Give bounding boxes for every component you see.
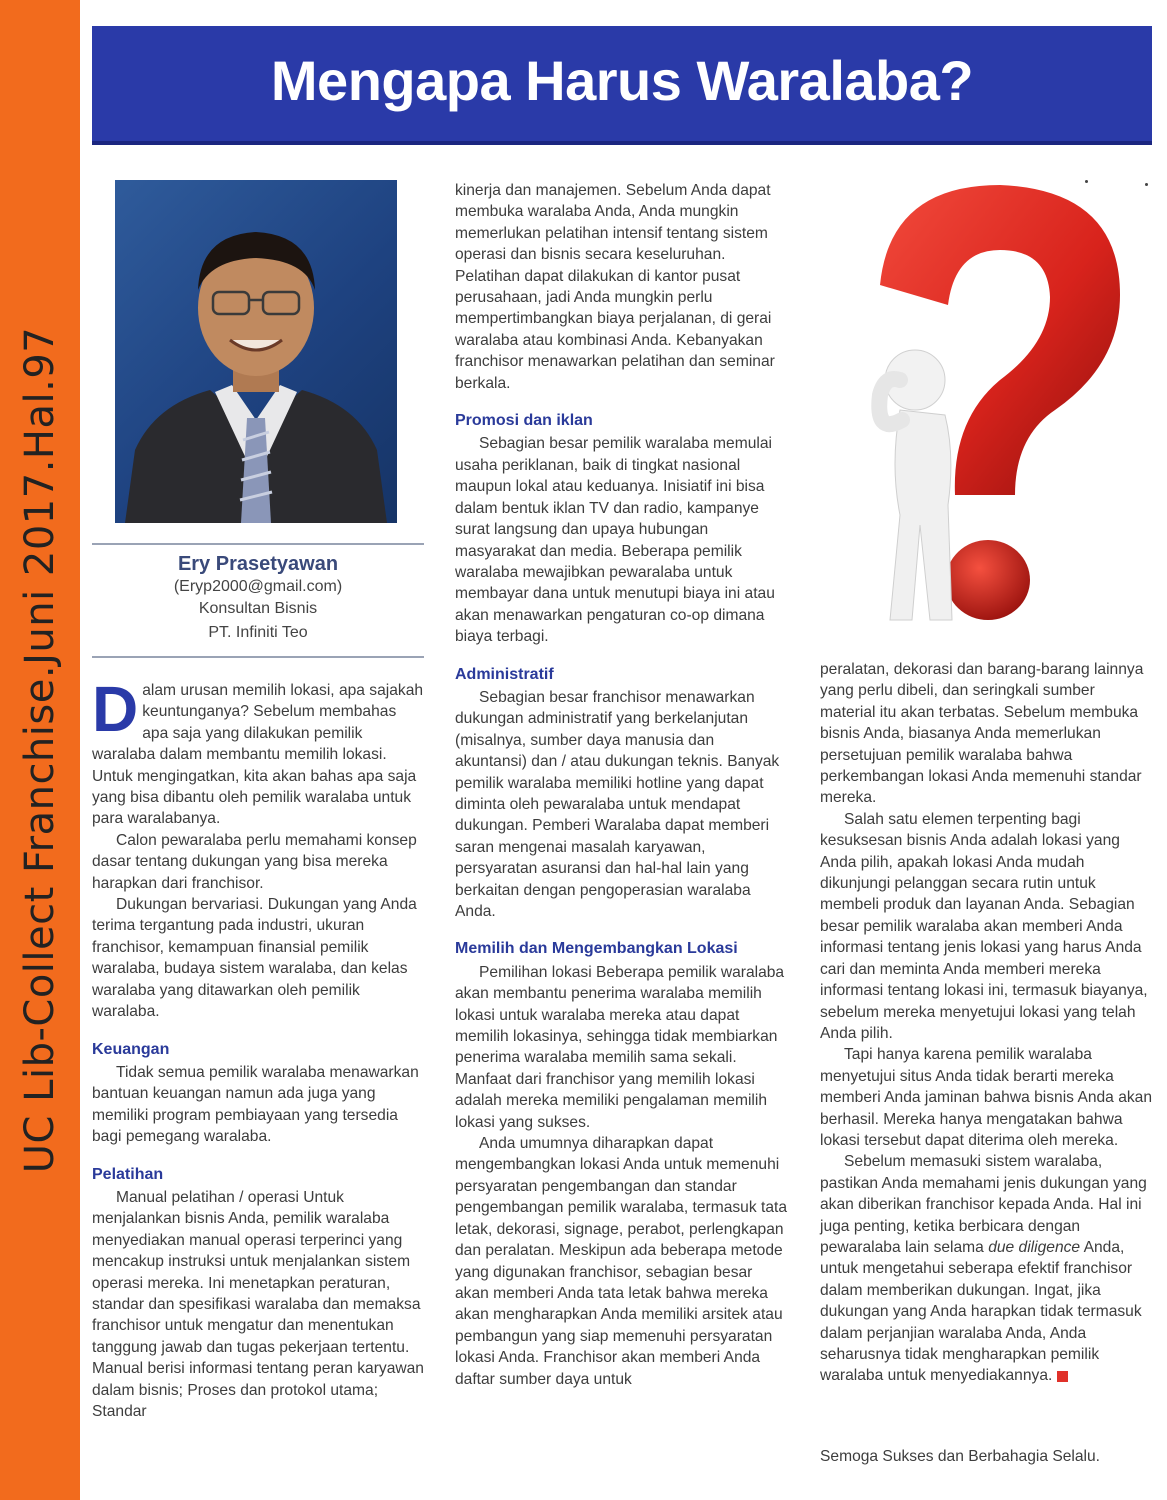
drop-cap: D xyxy=(92,673,139,745)
paragraph: Manual pelatihan / operasi Untuk menjalankan bisnis Anda, pemilik waralaba menyediakan manual operasi terperinci yang mencakup instruksi untuk menjalankan sistem operasi mereka. Ini menetapkan peraturan, standar dan spesifikasi waralaba dan memaksa franchisor untuk mengatur dan menentukan tanggung jawab dan tugas pekerjaan tertentu. Manual berisi informasi tentang peran karyawan dalam bisnis; Proses dan protokol utama; Standar xyxy=(92,1188,424,1420)
intro-paragraph: Dalam urusan memilih lokasi, apa sajakah keuntunganya? Sebelum membahas apa saja yang dilakukan pemilik waralaba dalam membantu memilih lokasi. Untuk mengingatkan, kita akan bahas apa saja yang bisa dibantu oleh pemilik waralaba untuk para waralabanya. xyxy=(92,673,424,828)
section-heading-pelatihan: Pelatihan xyxy=(92,1165,164,1183)
section-heading-keuangan: Keuangan xyxy=(92,1040,170,1058)
column-3 xyxy=(820,659,1154,1387)
paragraph: Tapi hanya karena pemilik waralaba menyetujui situs Anda tidak berarti mereka memberi Anda jaminan bahwa bisnis Anda akan berhasil. Mereka hanya mengatakan bahwa lokasi tersebut dapat diterima oleh mereka. xyxy=(820,1046,1153,1149)
speck xyxy=(1145,183,1148,186)
paragraph: Salah satu elemen terpenting bagi kesuksesan bisnis Anda adalah lokasi yang Anda pilih, apakah lokasi Anda mudah dikunjungi pelanggan secara rutin untuk membeli produk dan layanan Anda. Sebagian besar pemilik waralaba akan memberi Anda informasi tentang jenis lokasi yang harus Anda cari dan meminta Anda memberi mereka informasi tentang lokasi ini, termasuk biayanya, sebelum mereka menyetujui lokasi yang telah Anda pilih. xyxy=(820,810,1148,1042)
paragraph: Anda umumnya diharapkan dapat mengembangkan lokasi Anda untuk memenuhi persyaratan pengembangan dan standar pengembangan pemilik waralaba, termasuk tata letak, dekorasi, signage, perabot, perlengkapan dan peralatan. Meskipun ada beberapa metode yang digunakan franchisor, sebagian besar akan memberi Anda tata letak bahwa mereka akan mengharapkan Anda memiliki arsitek atau pembangun yang siap memenuhi persyaratan lokasi Anda. Franchisor akan memberi Anda daftar sumber daya untuk xyxy=(455,1135,787,1388)
column-2 xyxy=(455,180,787,1390)
author-name: Ery Prasetyawan xyxy=(177,553,339,575)
paragraph: Sebagian besar pemilik waralaba memulai usaha periklanan, baik di tingkat nasional maupun lokal atau keduanya. Inisiatif ini bisa dalam bentuk iklan TV dan radio, kampanye surat langsung dan upaya hubungan masyarakat dan media. Beberapa pemilik waralaba mewajibkan pewaralaba untuk membayar dana untuk menutupi biaya ini atau akan menawarkan pengaturan co-op dimana biaya terbagi. xyxy=(455,435,775,646)
title-banner xyxy=(92,26,1152,145)
page-title: Mengapa Harus Waralaba? xyxy=(270,49,974,112)
author-email: (Eryp2000@gmail.com) xyxy=(173,578,343,595)
paragraph: Calon pewaralaba perlu memahami konsep dasar tentang dukungan yang bisa mereka harapkan dari franchisor. xyxy=(92,831,417,892)
emphasis-text: due diligence xyxy=(988,1238,1081,1256)
column-1 xyxy=(92,673,426,1422)
end-of-article-icon xyxy=(1057,1371,1068,1382)
paragraph: Tidak semua pemilik waralaba menawarkan bantuan keuangan namun ada juga yang memiliki program pembiayaan yang tersedia bagi pemegang waralaba. xyxy=(92,1063,419,1146)
paragraph: kinerja dan manajemen. Sebelum Anda dapat membuka waralaba Anda, Anda mungkin memerlukan pelatihan intensif tentang sistem operasi dan bisnis secara keseluruhan. Pelatihan dapat dilakukan di kantor pusat perusahaan, jadi Anda mungkin perlu mempertimbangkan biaya perjalanan, di gerai waralaba atau kombinasi Anda. Kebanyakan franchisor menawarkan pelatihan dan seminar berkala. xyxy=(455,182,775,392)
paragraph: peralatan, dekorasi dan barang-barang lainnya yang perlu dibeli, dan seringkali sumber material itu akan terbatas. Sebelum membuka bisnis Anda, biasanya Anda memerlukan persetujuan pemilik waralaba bahwa perkembangan lokasi Anda memenuhi standar mereka. xyxy=(820,661,1144,807)
author-role: Konsultan Bisnis xyxy=(198,600,318,617)
question-mark-illustration xyxy=(820,165,1150,635)
paragraph: Dukungan bervariasi. Dukungan yang Anda terima tergantung pada industri, ukuran franchisor, kemampuan finansial pemilik waralaba, budaya sistem waralaba, dan kelas waralaba yang ditawarkan oleh pemilik waralaba. xyxy=(92,896,417,1021)
paragraph: Sebelum memasuki sistem waralaba, pastikan Anda memahami jenis dukungan yang akan diberikan franchisor kepada Anda. Hal ini juga penting, ketika berbicara dengan pewaralaba lain selama due diligence Anda, untuk mengetahui seberapa efektif franchisor dalam memberikan dukungan. Ingat, jika dukungan yang Anda harapkan tidak termasuk dalam perjanjian waralaba Anda, Anda seharusnya tidak mengharapkan pemilik waralaba untuk menyediakannya. xyxy=(820,1153,1147,1385)
author-rule-top xyxy=(92,543,424,545)
paragraph: Sebagian besar franchisor menawarkan dukungan administratif yang berkelanjutan (misalnya, sumber daya manusia dan akuntansi) dan / atau dukungan teknis. Banyak pemilik waralaba memiliki hotline yang dapat diminta oleh pewaralaba untuk mendapat dukungan. Pemberi Waralaba dapat memberi saran mengenai masalah karyawan, persyaratan asuransi dan hal-hal lain yang berkaitan dengan pengoperasian waralaba Anda. xyxy=(455,688,780,920)
section-heading-lokasi: Memilih dan Mengembangkan Lokasi xyxy=(455,940,738,958)
author-photo xyxy=(115,180,397,523)
author-rule-bottom xyxy=(92,656,424,658)
section-heading-promosi: Promosi dan iklan xyxy=(455,412,593,430)
author-company: PT. Infiniti Teo xyxy=(208,624,308,641)
paragraph: Sebelum membahas apa saja yang dilakukan pemilik waralaba dalam membantu memilih lokasi. Untuk mengingatkan, kita akan bahas apa saja yang bisa dibantu oleh pemilik waralaba untuk para waralabanya. xyxy=(92,703,417,828)
closing-line: Semoga Sukses dan Berbahagia Selalu. xyxy=(820,1448,1101,1465)
collection-label: UC Lib-Collect Franchise.Juni 2017.Hal.97 xyxy=(17,326,63,1174)
section-heading-administratif: Administratif xyxy=(455,665,554,683)
sidebar-strip xyxy=(0,0,80,1500)
paragraph: Pemilihan lokasi Beberapa pemilik waralaba akan membantu penerima waralaba memilih lokasi untuk waralaba mereka atau dapat memilih lokasinya, sehingga tidak membiarkan penerima waralaba memilih sama sekali. Manfaat dari franchisor yang memilih lokasi adalah mereka memiliki pengalaman memilih lokasi yang sukses. xyxy=(455,963,785,1131)
speck xyxy=(1085,180,1088,183)
